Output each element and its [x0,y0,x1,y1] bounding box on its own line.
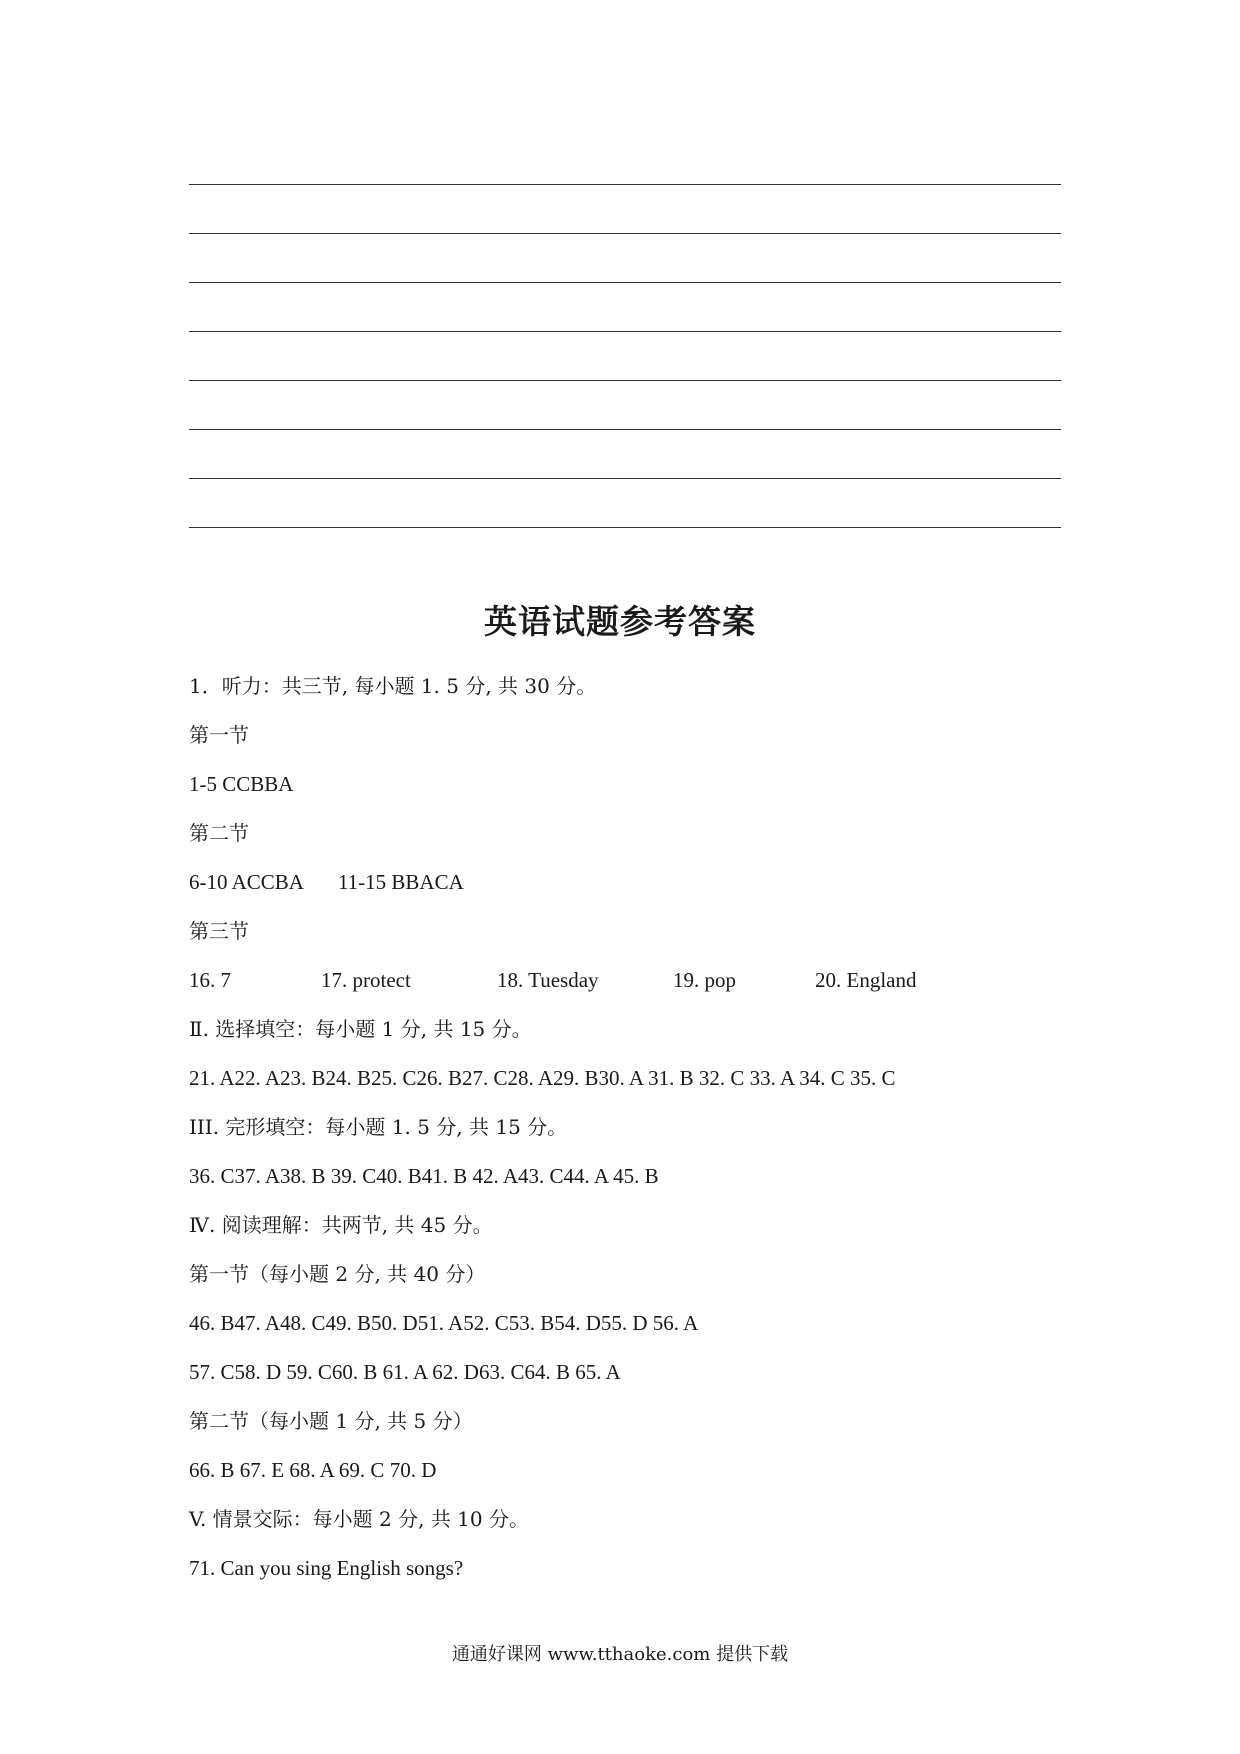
answer-group: 6-10 ACCBA [189,870,304,894]
section-heading-reading: Ⅳ. 阅读理解：共两节, 共 45 分。 [189,1213,493,1237]
writing-line [189,184,1061,233]
writing-line [189,380,1061,429]
answer-row: 66. B 67. E 68. A 69. C 70. D [189,1458,437,1482]
page-footer: 通通好课网 www.tthaoke.com 提供下载 [451,1644,789,1665]
answer-row: 21. A22. A23. B24. B25. C26. B27. C28. A29. B30. A 31. B 32. C 33. A 34. C 35. C [189,1066,896,1090]
answer-row [189,864,1089,913]
answer-item: 18. Tuesday [497,968,599,992]
answer-item: 20. England [815,968,917,992]
page-title: 英语试题参考答案 [484,602,756,641]
subsection-heading: 第一节 [189,723,249,747]
answer-row [189,962,1089,1011]
writing-line [189,478,1061,527]
section-heading-listening: 1．听力：共三节, 每小题 1. 5 分, 共 30 分。 [189,674,597,698]
answer-key [189,668,1089,1599]
writing-line [189,429,1061,478]
subsection-heading: 第一节（每小题 2 分, 共 40 分） [189,1262,486,1286]
answer-group: 11-15 BBACA [337,870,464,894]
writing-line [189,331,1061,380]
subsection-heading: 第三节 [189,919,249,943]
answer-row: 71. Can you sing English songs? [189,1556,464,1580]
writing-line [189,233,1061,282]
writing-line [189,527,1061,576]
writing-line [189,282,1061,331]
section-heading-dialogue: V. 情景交际：每小题 2 分, 共 10 分。 [189,1507,529,1531]
answer-row: 1-5 CCBBA [189,772,294,796]
answer-row: 57. C58. D 59. C60. B 61. A 62. D63. C64. B 65. A [189,1360,621,1384]
writing-lines [189,184,1061,576]
answer-item: 17. protect [321,968,411,992]
answer-row: 46. B47. A48. C49. B50. D51. A52. C53. B54. D55. D 56. A [189,1311,699,1335]
subsection-heading: 第二节（每小题 1 分, 共 5 分） [189,1409,473,1433]
subsection-heading: 第二节 [189,821,249,845]
section-heading-multiple-choice: Ⅱ. 选择填空：每小题 1 分, 共 15 分。 [189,1017,532,1041]
answer-item: 19. pop [673,968,736,992]
answer-row: 36. C37. A38. B 39. C40. B41. B 42. A43. C44. A 45. B [189,1164,659,1188]
section-heading-cloze: III. 完形填空：每小题 1. 5 分, 共 15 分。 [189,1115,568,1139]
answer-item: 16. 7 [189,968,231,992]
